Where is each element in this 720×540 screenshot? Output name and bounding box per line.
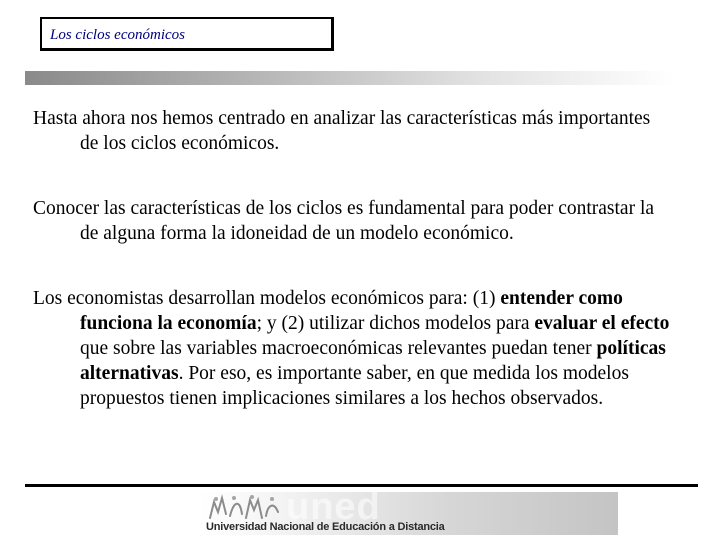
uned-emblem-icon: [204, 494, 284, 522]
paragraph-models-bold-3: políticas alternativas: [80, 338, 666, 384]
paragraph-models: [33, 286, 673, 411]
paragraph-models-bold-1: entender como funciona la economía: [80, 288, 623, 334]
slide-title: Los ciclos económicos: [50, 27, 185, 43]
paragraph-characteristics: Conocer las características de los ciclos es fundamental para poder contrastar la de alguna forma la idoneidad de un modelo económico.: [33, 198, 655, 244]
paragraph-models-text-2: ; y (2) utilizar dichos modelos para: [256, 313, 535, 334]
paragraph-models-text-1: Los economistas desarrollan modelos económicos para: (1): [33, 288, 501, 309]
title-gradient-bar: [25, 71, 675, 85]
paragraph-models-text-3: que sobre las variables macroeconómicas relevantes puedan tener: [80, 338, 597, 359]
slide-title-box: [40, 17, 334, 51]
uned-logo: [200, 486, 618, 535]
uned-logo-subtitle: Universidad Nacional de Educación a Distancia: [206, 521, 445, 533]
uned-logo-word: uned: [286, 486, 381, 528]
paragraph-models-bold-2: evaluar el efecto: [534, 313, 670, 334]
paragraph-models-text-4: . Por eso, es importante saber, en que medida los modelos propuestos tienen implicaciones similares a los hechos observados.: [80, 363, 629, 409]
paragraph-intro: Hasta ahora nos hemos centrado en analizar las características más importantes de los ciclos económicos.: [33, 108, 651, 154]
